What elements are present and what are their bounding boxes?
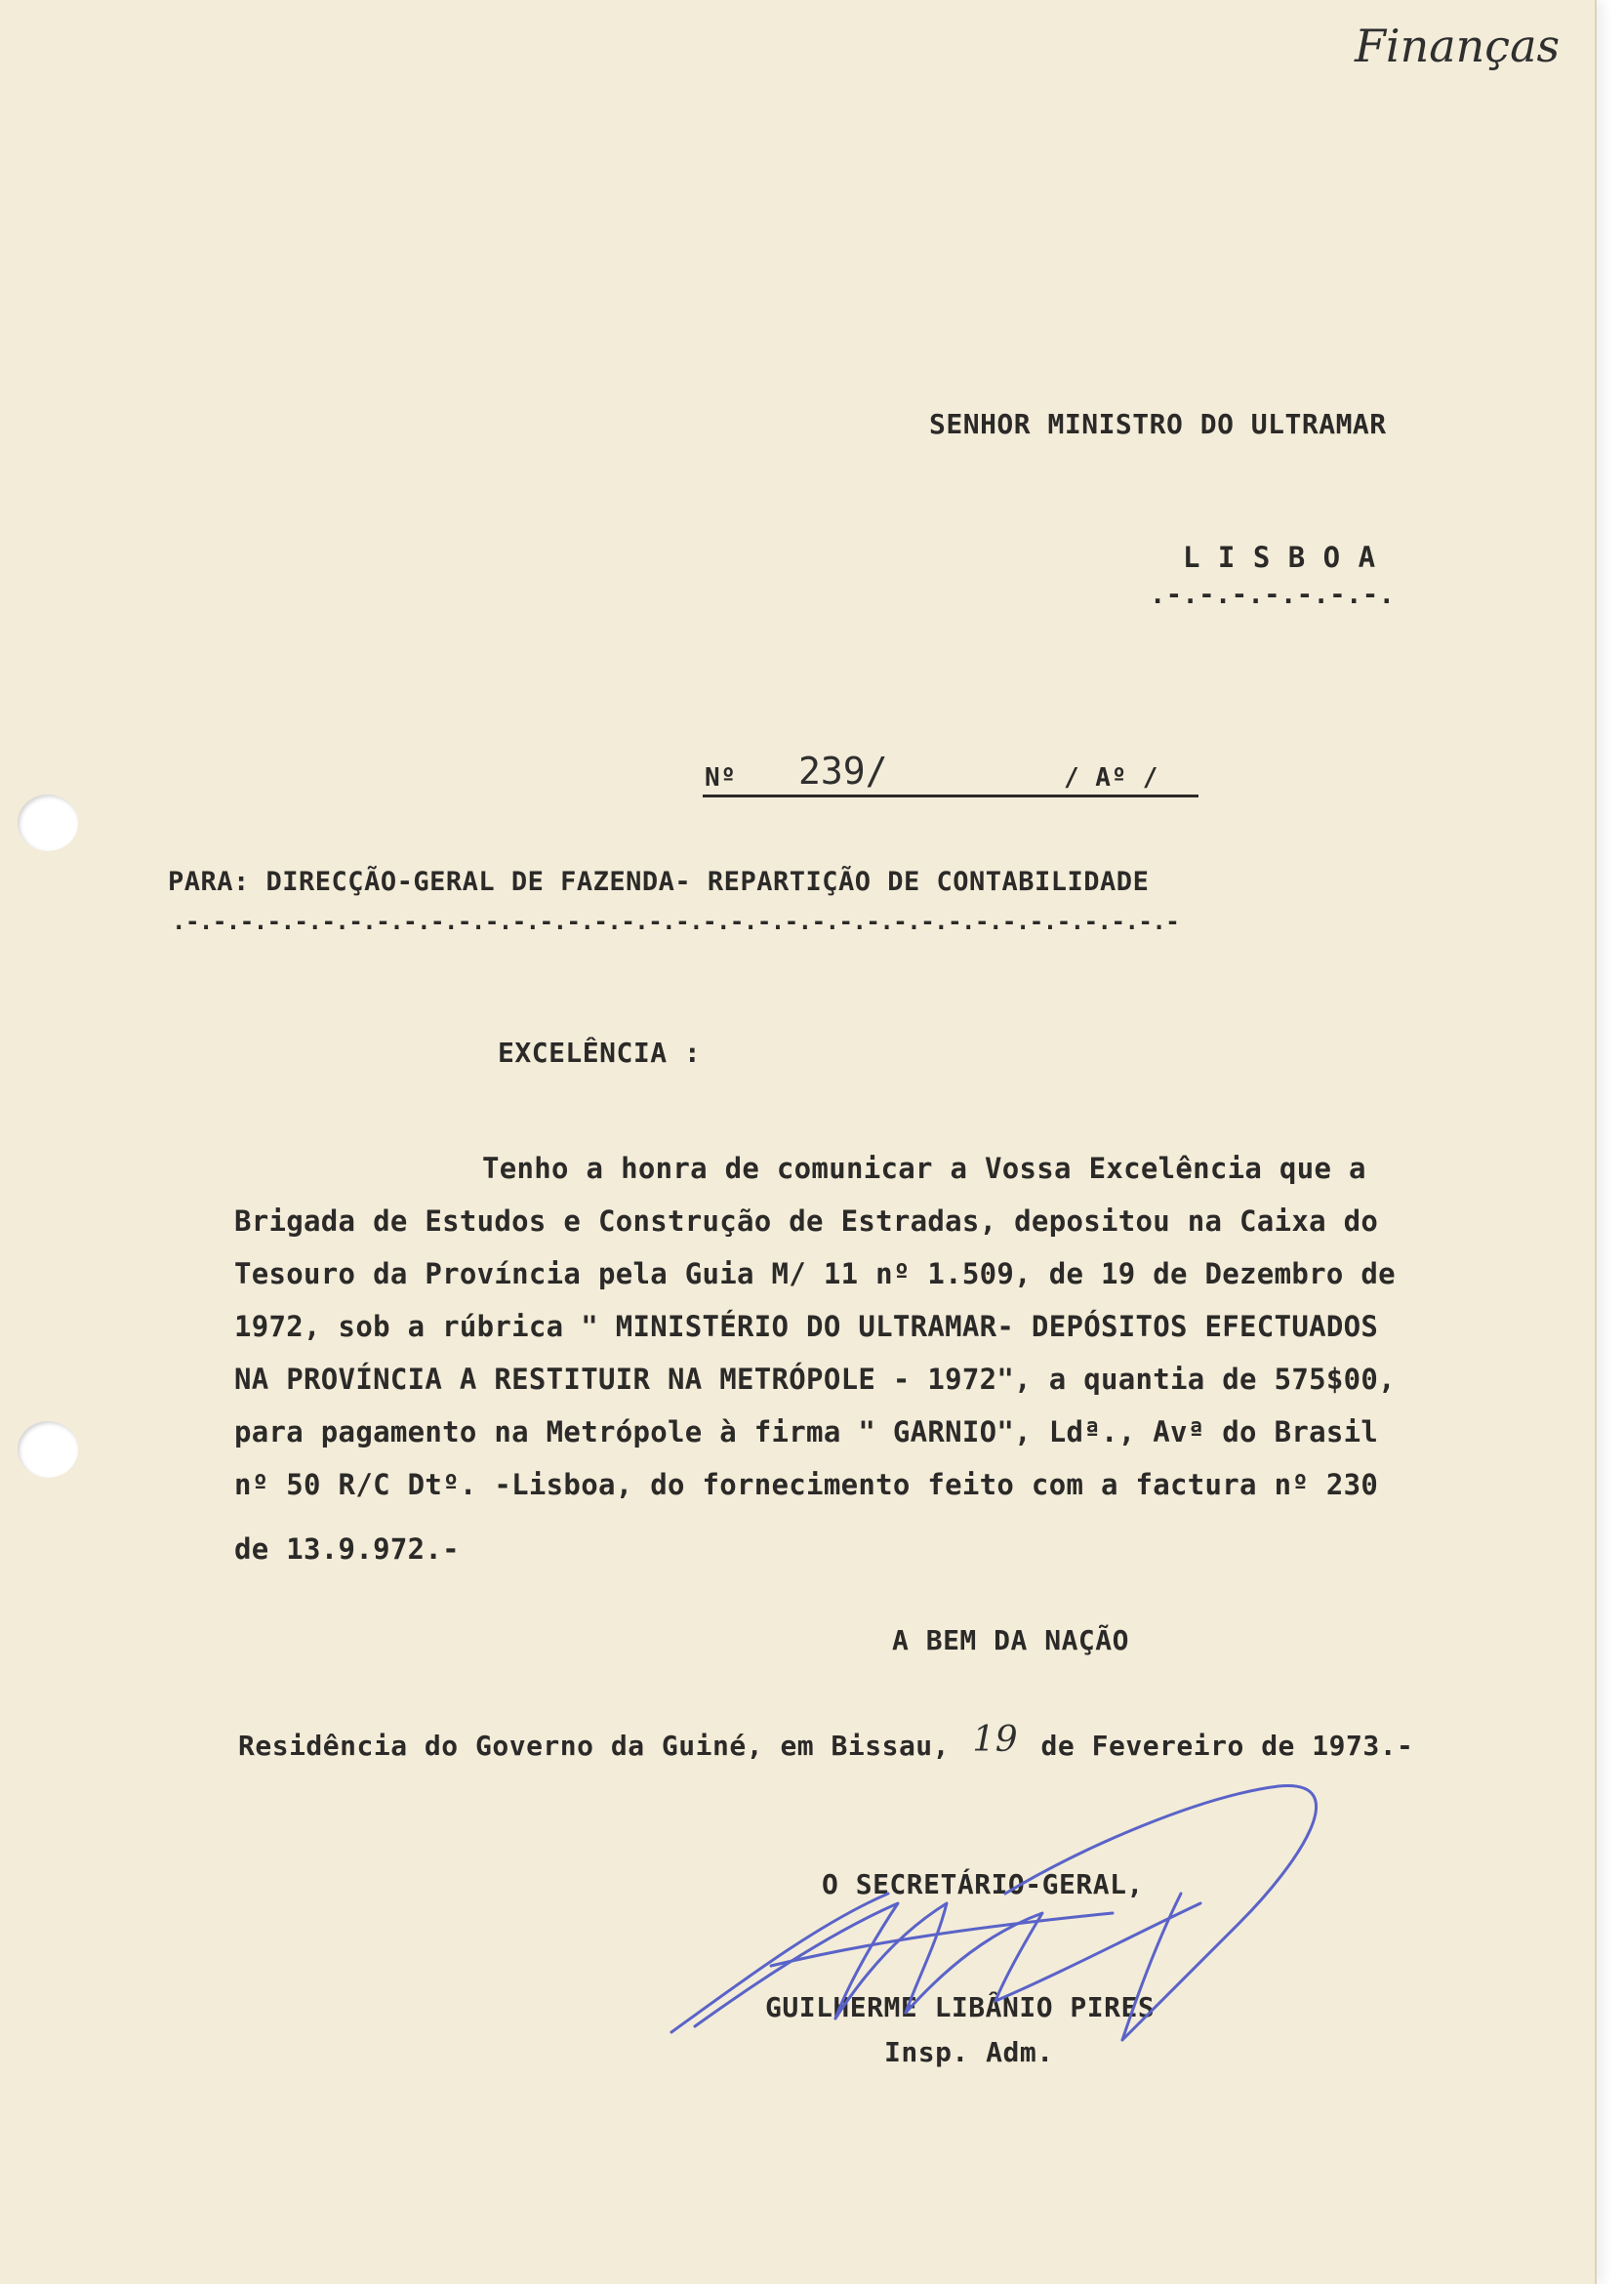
place-date-prefix: Residência do Governo da Guiné, em Bissau, bbox=[238, 1730, 951, 1762]
punch-hole-bottom bbox=[18, 1421, 78, 1478]
margin-note: Finanças bbox=[1355, 20, 1561, 72]
body-line: para pagamento na Metrópole à firma " GARNIO", Ldª., Avª do Brasil bbox=[234, 1415, 1379, 1448]
signatory-title: Insp. Adm. bbox=[884, 2036, 1054, 2068]
body-line: Tenho a honra de comunicar a Vossa Excelência que a bbox=[482, 1152, 1366, 1185]
punch-hole-top bbox=[18, 795, 78, 851]
reference-suffix: / Aº / bbox=[1064, 763, 1158, 793]
place-date-suffix: de Fevereiro de 1973.- bbox=[1040, 1730, 1414, 1762]
recipient-underline: .-.-.-.-.-.-.-.-.-.-.-.-.-.-.-.-.-.-.-.-.-.-.-.-.-.-.-.-.-.-.-.-.-.-.-.-.- bbox=[172, 908, 1180, 935]
reference-line bbox=[703, 750, 1210, 798]
reference-number: 239/ bbox=[798, 750, 888, 793]
signatory-name: GUILHERME LIBÂNIO PIRES bbox=[765, 1991, 1156, 2023]
body-line: 1972, sob a rúbrica " MINISTÉRIO DO ULTRAMAR- DEPÓSITOS EFECTUADOS bbox=[234, 1310, 1379, 1343]
body-line: nº 50 R/C Dtº. -Lisboa, do fornecimento feito com a factura nº 230 bbox=[234, 1468, 1379, 1501]
signatory-role: O SECRETÁRIO-GERAL, bbox=[822, 1868, 1144, 1900]
recipient: PARA: DIRECÇÃO-GERAL DE FAZENDA- REPARTIÇÃO DE CONTABILIDADE bbox=[168, 867, 1150, 897]
place-date-day: 19 bbox=[972, 1720, 1019, 1760]
body-line: Tesouro da Província pela Guia M/ 11 nº 1.509, de 19 de Dezembro de bbox=[234, 1257, 1396, 1290]
body-line: de 13.9.972.- bbox=[234, 1532, 460, 1566]
handwritten-signature bbox=[654, 1757, 1376, 2079]
closing: A BEM DA NAÇÃO bbox=[892, 1624, 1130, 1656]
body-line: NA PROVÍNCIA A RESTITUIR NA METRÓPOLE - 1972", a quantia de 575$00, bbox=[234, 1363, 1396, 1396]
addressee: SENHOR MINISTRO DO ULTRAMAR bbox=[929, 408, 1387, 440]
salutation: EXCELÊNCIA : bbox=[498, 1037, 702, 1069]
reference-prefix: Nº bbox=[705, 763, 737, 793]
body-line: Brigada de Estudos e Construção de Estradas, depositou na Caixa do bbox=[234, 1204, 1379, 1238]
city-underline: .-.-.-.-.-.-.-. bbox=[1150, 580, 1396, 610]
city: L I S B O A bbox=[1183, 541, 1376, 574]
reference-underline bbox=[703, 795, 1198, 797]
